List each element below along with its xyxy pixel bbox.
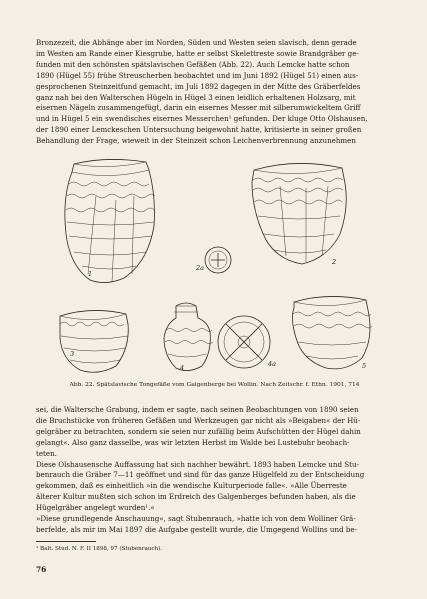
text-line: gekommen, daß es einheitlich »in die wendische Kulturperiode falle«. »Alle Überreste (36, 481, 347, 491)
body-text-bottom (36, 405, 393, 536)
vessel-5 (292, 296, 372, 368)
vessel-2a (205, 247, 231, 273)
vessel-2 (252, 163, 346, 264)
footnote: ¹ Balt. Stud. N. F. II 1898, 97 (Stubenrauch). (36, 546, 163, 552)
text-line: gelangt«. Also ganz dasselbe, was wir letzten Herbst im Walde bei Lustebuhr beobach- (36, 437, 350, 447)
text-line: eisernen Nägeln zusammengefügt, darin ein eisernes Messer mit silberumwickeltem Griff (36, 103, 361, 113)
text-line: und in Hügel 5 ein swendisches eisernes Messerchen¹ gefunden. Der kluge Otto Olshausen, (36, 114, 368, 124)
pottery-drawing (36, 156, 393, 378)
text-line: Diese Olshausensche Auffassung hat sich nachher bewährt. 1893 haben Lemcke und Stu- (36, 459, 359, 469)
text-line: »Diese grundlegende Anschauung«, sagt Stubenrauch, »hatte ich von dem Wolliner Grä- (36, 514, 356, 524)
page-number: 76 (36, 565, 47, 574)
figure-label-2: 2 (332, 258, 337, 266)
figure-label-1: 1 (88, 270, 93, 278)
figure-label-4a: 4a (268, 360, 277, 368)
text-line: älterer Kultur mußten sich schon im Erdreich des Galgenberges befunden haben, als die (36, 492, 356, 502)
text-line: 1890 (Hügel 55) frühe Streuscherben beobachtet und im Juni 1892 (Hügel 51) einen aus- (36, 70, 359, 80)
text-line: der 1890 einer Lemckeschen Untersuchung beigewohnt hatte, kritisierte in seiner großen (36, 125, 362, 135)
text-line: ganz nah bei den Walterschen Hügeln in Hügel 3 einen leidlich erhaltenen Holzsarg, mit (36, 92, 356, 102)
text-line: gelgräber zu betrachten, sondern sie seien nur zufällig beim Aufschütten der Hügel dahin (36, 426, 361, 436)
text-line: funden mit den schönsten spätslavischen Gefäßen (Abb. 22). Auch Lemcke hatte schon (36, 59, 350, 69)
figure-caption: Abb. 22. Spätslavische Tongefäße vom Galgenberge bei Wollin. Nach Zeitschr. f. Ethn. 1901, 714 (69, 382, 360, 388)
figure-label-3: 3 (70, 350, 75, 358)
text-line: Bronzezeit, die Abhänge aber im Norden, Süden und Westen seien slavisch, denn gerade (36, 38, 357, 47)
vessel-1 (65, 159, 155, 282)
figure-label-4: 4 (180, 364, 185, 372)
text-line: teten. (36, 448, 57, 458)
pottery-illustration (36, 156, 393, 378)
text-line: die Bruchstücke von früheren Gefäßen und Werkzeugen gar nicht als »Beigaben« der Hü- (36, 415, 361, 425)
text-line: sei, die Waltersche Grabung, indem er sagte, nach seinen Beobachtungen von 1890 seien (36, 405, 359, 414)
text-line: Hügelgräber angelegt wurden¹.« (36, 503, 155, 513)
text-line: im Westen am Rande einer Kiesgrube, hatte er selbst Skelettreste sowie Brandgräber ge- (36, 48, 359, 58)
text-line: benrauch die Gräber 7—11 geöffnet und sind für das ganze Hügelfeld zu der Entscheidung (36, 470, 365, 480)
vessel-3 (60, 310, 128, 372)
vessel-4a (218, 316, 270, 368)
text-line: gesprochenen Steinzeitfund gemacht, im Juli 1892 dagegen in der Mitte des Gräberfeldes (36, 81, 361, 91)
figure-label-2a: 2a (196, 264, 205, 272)
text-line: Behandlung der Frage, wieweit in der Steinzeit schon Leichenverbrennung anzunehmen (36, 136, 356, 146)
vessel-4 (164, 303, 213, 371)
figure-label-5: 5 (362, 362, 367, 370)
text-line: berfelde, als mir im Mai 1897 die Aufgabe gestellt wurde, die Umgegend Wollins und be- (36, 524, 358, 534)
footnote-rule (36, 541, 96, 542)
body-text-top (36, 38, 393, 147)
